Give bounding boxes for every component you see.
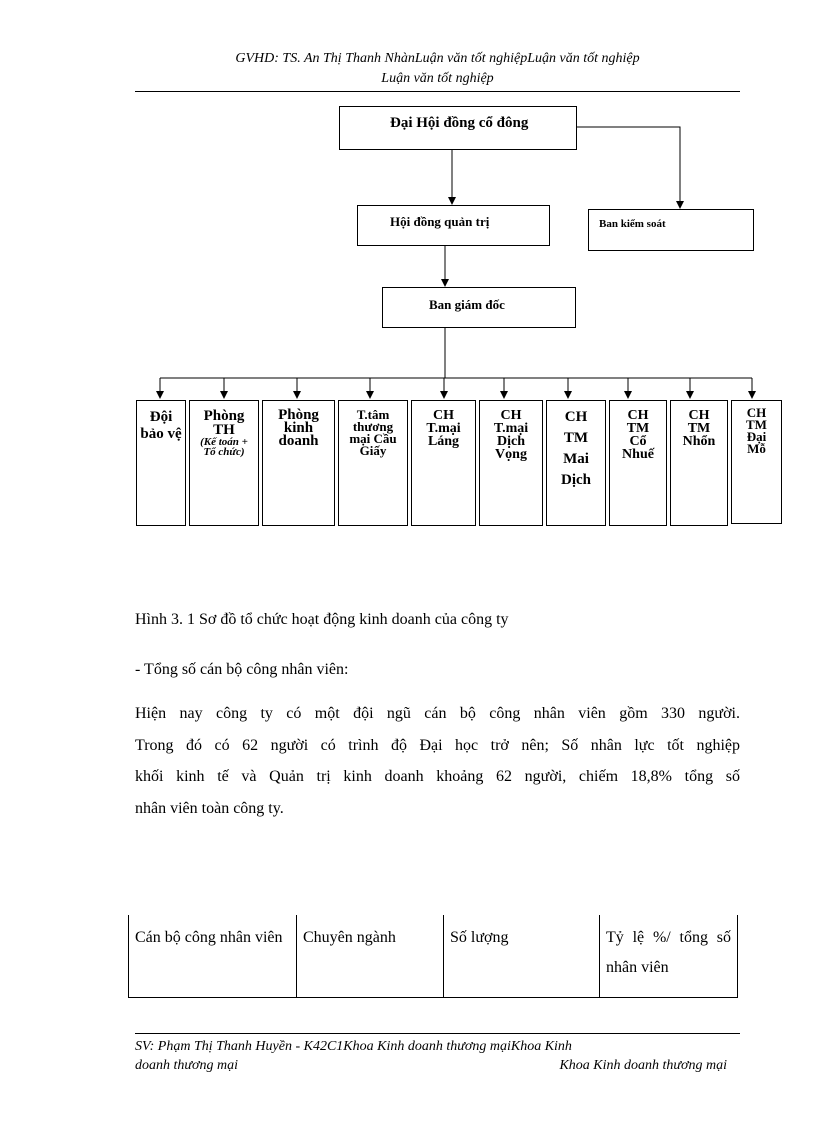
org-node-supervisory-label: Ban kiểm soát (599, 218, 666, 230)
org-node-shareholders-label: Đại Hội đồng cổ đông (390, 115, 529, 131)
page-footer-line-2-right: Khoa Kinh doanh thương mại (559, 1058, 727, 1073)
section-label: - Tổng số cán bộ công nhân viên: (135, 661, 349, 678)
org-unit-general-office (189, 400, 259, 526)
staff-table (128, 915, 738, 998)
org-unit-mai-dich-store (546, 400, 606, 526)
org-unit-cau-giay-center (338, 400, 408, 526)
org-node-board-label: Hội đồng quản trị (390, 214, 490, 229)
org-unit-label: CH T.mại Láng (426, 408, 461, 449)
table-header-cell: Số lượng (444, 915, 600, 998)
org-unit-label: CH TM Đại Mỗ (746, 405, 767, 456)
page-header-line-2: Luận văn tốt nghiệp (381, 71, 494, 86)
page-footer-line-1: SV: Phạm Thị Thanh Huyền - K42C1Khoa Kinh doanh thương mạiKhoa Kinh (135, 1039, 572, 1054)
body-paragraph-line-1: Hiện nay công ty có một đội ngũ cán bộ công nhân viên gồm 330 người. (135, 705, 740, 722)
body-paragraph-line-4: nhân viên toàn công ty. (135, 800, 284, 817)
org-unit-lang-store (411, 400, 476, 526)
org-unit-dich-vong-store (479, 400, 543, 526)
org-node-management (382, 287, 576, 328)
body-paragraph-line-2: Trong đó có 62 người có trình độ Đại học trở nên; Số nhân lực tốt nghiệp (135, 737, 740, 754)
org-unit-label: Phòng kinh doanh (278, 407, 319, 449)
org-unit-label: CH TM Cổ Nhuế (622, 408, 654, 462)
page-header-line-1: GVHD: TS. An Thị Thanh NhànLuận văn tốt nghiệpLuận văn tốt nghiệp (235, 51, 640, 66)
org-node-supervisory (588, 209, 754, 251)
org-unit-label: CH T.mại Dịch Vọng (493, 408, 529, 462)
org-node-management-label: Ban giám đốc (429, 297, 505, 312)
footer-rule (135, 1033, 740, 1034)
org-unit-label: CH TM Nhổn (682, 408, 716, 449)
table-header-cell: Chuyên ngành (297, 915, 444, 998)
org-unit-dai-mo-store (731, 400, 782, 524)
table-header-row (129, 915, 738, 998)
org-unit-label: Phòng TH (203, 408, 245, 438)
org-unit-label: CH TM Mai Dịch (561, 409, 591, 488)
table-header-cell: Tỷ lệ %/ tổng số nhân viên (600, 915, 738, 998)
org-node-shareholders (339, 106, 577, 150)
body-paragraph-line-3: khối kinh tế và Quản trị kinh doanh khoảng 62 người, chiếm 18,8% tổng số (135, 768, 740, 785)
figure-caption: Hình 3. 1 Sơ đồ tổ chức hoạt động kinh doanh của công ty (135, 611, 509, 628)
org-unit-label: Đội bảo vệ (140, 409, 182, 442)
org-unit-nhon-store (670, 400, 728, 526)
page-footer-line-2-left: doanh thương mại (135, 1058, 238, 1073)
org-unit-business-department (262, 400, 335, 526)
connector-top-to-supervisory (577, 127, 680, 208)
org-unit-label: T.tâm thương mại Cầu Giấy (349, 407, 397, 458)
org-unit-co-nhue-store (609, 400, 667, 526)
table-header-cell: Cán bộ công nhân viên (129, 915, 297, 998)
org-node-board (357, 205, 550, 246)
org-unit-sublabel: (Kế toán + Tổ chức) (200, 436, 248, 458)
org-unit-security (136, 400, 186, 526)
